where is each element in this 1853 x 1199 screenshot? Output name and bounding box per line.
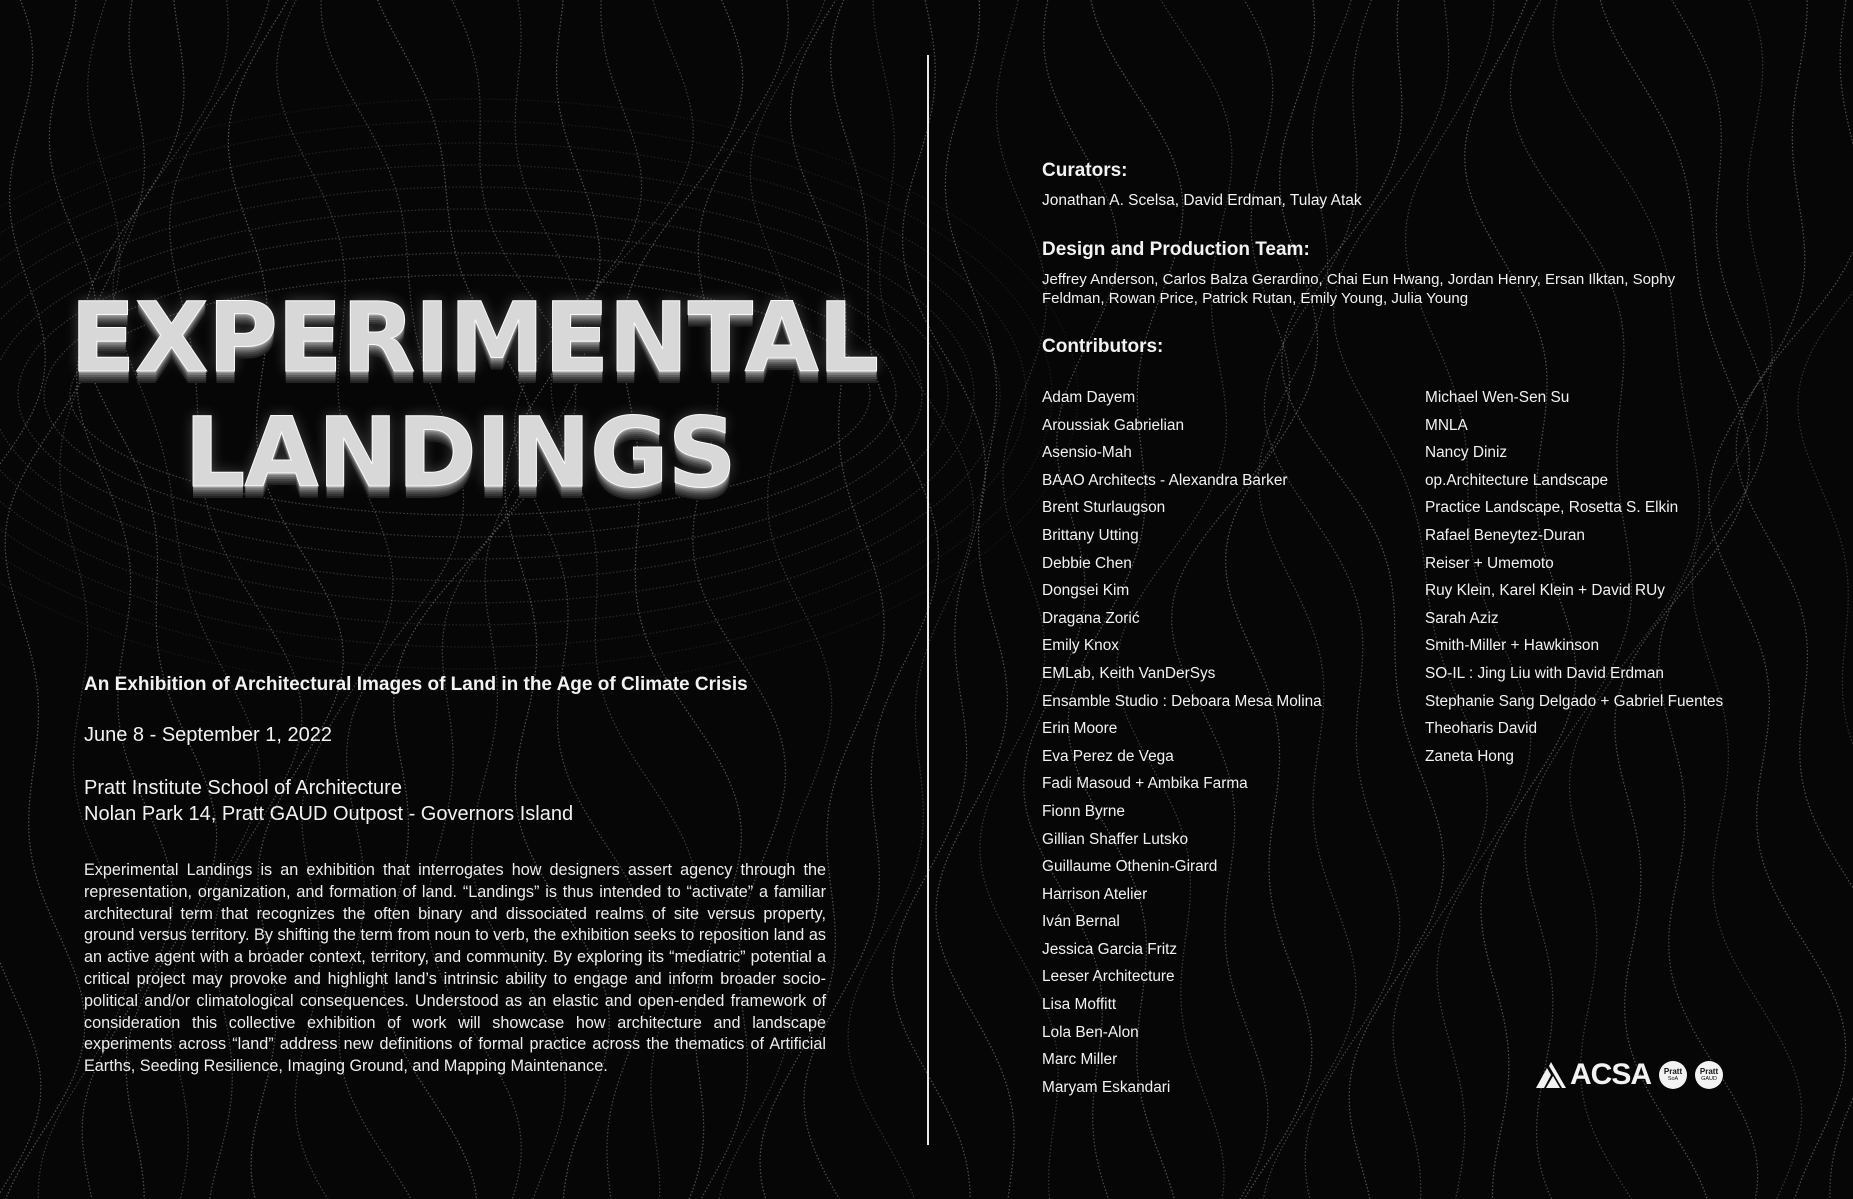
contributor-item: Fionn Byrne [1042,802,1125,820]
contributor-item: Emily Knox [1042,637,1119,655]
wave-line [0,0,45,1199]
contributor-item: Leeser Architecture [1042,968,1175,986]
contour-ring [18,231,922,559]
contributor-item: Gillian Shaffer Lutsko [1042,830,1189,848]
contributor-item: Marc Miller [1042,1051,1118,1069]
contour-ring [0,99,1078,691]
contributor-item: Asensio-Mah [1042,444,1132,462]
contributor-item: Maryam Eskandari [1042,1078,1171,1096]
contributor-item: Jessica Garcia Fritz [1042,940,1178,958]
contributor-item: Rafael Beneytez-Duran [1425,526,1585,544]
contributors-heading: Contributors: [1042,336,1164,357]
venue-line-2: Nolan Park 14, Pratt GAUD Outpost - Governors Island [84,803,574,825]
contributor-item: Ruy Klein, Karel Klein + David RUy [1425,582,1665,600]
contributor-item: Aroussiak Gabrielian [1042,416,1185,434]
acsa-wordmark: ACSA [1570,1058,1652,1091]
contributor-item: Lola Ben-Alon [1042,1023,1139,1041]
wave-line [936,0,1014,1199]
contributor-item: MNLA [1425,416,1468,434]
contributor-item: Iván Bernal [1042,913,1120,931]
team-list: Jeffrey Anderson, Carlos Balza Gerardino, Chai Eun Hwang, Jordan Henry, Ersan Ilktan, Sophy Feldman, Rowan Price, Patrick Rutan, Emily Young, Julia Young [1042,271,1676,307]
contributor-item: op.Architecture Landscape [1425,471,1609,489]
contributor-item: Erin Moore [1042,720,1118,738]
contributor-item: Guillaume Othenin-Girard [1042,858,1218,876]
pratt-gaud-logo: Pratt GAUD [1695,1061,1723,1089]
contour-ring [0,121,1052,669]
wave-line [1709,0,1846,1199]
wave-line [1736,0,1853,1199]
contributor-item: Eva Perez de Vega [1042,747,1174,765]
contributor-item: Theoharis David [1425,720,1538,738]
wave-line [892,0,985,1199]
contributor-item: Ensamble Studio : Deboara Mesa Molina [1042,692,1322,710]
venue [84,775,573,827]
exhibition-dates: June 8 - September 1, 2022 [84,724,332,746]
contour-ring [0,165,1000,625]
contributor-item: BAAO Architects - Alexandra Barker [1042,471,1288,489]
contributor-item: Practice Landscape, Rosetta S. Elkin [1425,499,1679,517]
curators-list: Jonathan A. Scelsa, David Erdman, Tulay Atak [1042,192,1362,209]
contributor-item: Brent Sturlaugson [1042,499,1166,517]
contributor-item: Fadi Masoud + Ambika Farma [1042,775,1248,793]
contour-ring [0,209,948,581]
contributor-item: SO-IL : Jing Liu with David Erdman [1425,664,1664,682]
contributor-item: Dongsei Kim [1042,582,1130,600]
contributor-item: Nancy Diniz [1425,444,1508,462]
team-heading: Design and Production Team: [1042,239,1310,260]
contributor-item: EMLab, Keith VanDerSys [1042,664,1216,682]
contributor-item: Adam Dayem [1042,389,1136,406]
acsa-mark-icon [1536,1062,1566,1088]
acsa-logo [1536,1058,1651,1092]
contributor-item: Debbie Chen [1042,554,1132,572]
contributor-item: Sarah Aziz [1425,609,1499,627]
contributor-item: Reiser + Umemoto [1425,554,1554,572]
contributor-item: Dragana Zorić [1042,609,1140,627]
contributor-item: Zaneta Hong [1425,747,1514,765]
contour-ring [0,187,974,603]
title-line-2: LANDINGS [184,397,736,509]
contributor-item: Stephanie Sang Delgado + Gabriel Fuentes [1425,692,1724,710]
contributors-column-2 [1425,388,1723,774]
wave-line [848,0,974,1199]
venue-line-1: Pratt Institute School of Architecture [84,777,402,799]
contour-ring [0,143,1026,647]
contributor-item: Lisa Moffitt [1042,996,1117,1014]
title-line-1: EXPERIMENTAL [70,282,879,394]
contributor-item: Brittany Utting [1042,526,1139,544]
sponsor-logos [1536,1058,1723,1092]
contributors-column-1 [1042,388,1322,1105]
exhibition-subtitle: An Exhibition of Architectural Images of Land in the Age of Climate Crisis [84,674,748,695]
contributor-item: Smith-Miller + Hawkinson [1425,637,1600,655]
contributor-item: Michael Wen-Sen Su [1425,389,1570,406]
exhibition-description: Experimental Landings is an exhibition that interrogates how designers assert agency through the representation, organization, and formation of land. “Landings” is thus intended to “activate” a familiar architectural term that recognizes the often binary and dissociated realms of site versus property, ground versus territory. By shifting the term from noun to verb, the exhibition seeks to reposition land as an active agent with a broader context, territory, and community. By exploring its “mediatric” potential a critical project may provoke and highlight land’s intrinsic ability to engage and inform broader socio-political and/or climatological consequences. Understood as an elastic and open-ended framework of consideration this collective exhibition of work will showcase how architecture and landscape experiments across “land” address new definitions of formal practice across the thematics of Artificial Earths, Seeding Resilience, Imaging Ground, and Mapping Maintenance. [84,861,826,1076]
wave-line [1798,0,1853,1199]
center-divider [927,55,929,1145]
curators-heading: Curators: [1042,160,1128,181]
contributor-item: Harrison Atelier [1042,885,1148,903]
pratt-soa-logo: Pratt SoA [1659,1061,1687,1089]
